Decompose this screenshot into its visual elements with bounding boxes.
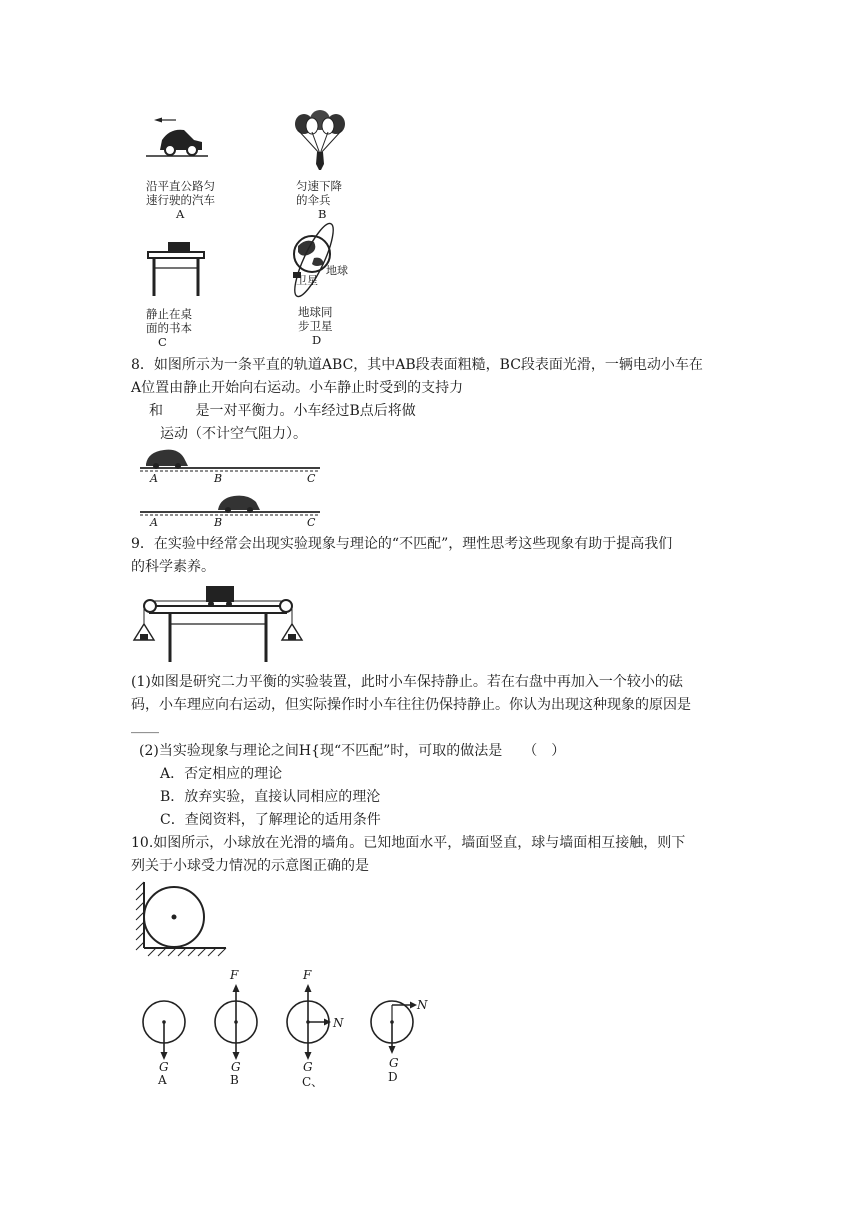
option-a-g-label: G bbox=[159, 1060, 169, 1074]
force-balance-apparatus bbox=[130, 584, 304, 664]
q8-line3: 和 是一对平衡力。小车经过B点后将做 bbox=[149, 403, 416, 419]
q9-line2: 的科学素养。 bbox=[131, 559, 215, 575]
q10-line1: 10.如图所示，小球放在光滑的墙角。已知地面水平，墙面竖直，球与墙面相互接触，则下 bbox=[131, 835, 686, 851]
caption-d-letter: D bbox=[312, 333, 322, 347]
ball-in-corner-figure bbox=[134, 880, 230, 960]
earth-label: 地球 bbox=[326, 264, 348, 277]
caption-d-line1: 地球同 bbox=[298, 305, 333, 319]
track-upper-label-a: A bbox=[150, 472, 158, 485]
option-a-letter: A bbox=[158, 1073, 167, 1087]
q10-line2: 列关于小球受力情况的示意图正确的是 bbox=[131, 858, 369, 874]
caption-b-letter: B bbox=[318, 207, 327, 221]
car-icon bbox=[140, 112, 210, 162]
q9-part1-line2: 码，小车理应向右运动，但实际操作时小车往往仍保持静止。你认为出现这种现象的原因是 bbox=[131, 697, 691, 713]
q9-part1-line1: (1)如图是研究二力平衡的实验装置，此时小车保持静止。若在右盘中再加入一个较小的砝 bbox=[131, 674, 683, 690]
option-b-g-label: G bbox=[231, 1060, 241, 1074]
caption-c-line2: 面的书本 bbox=[146, 321, 192, 335]
caption-a-line1: 沿平直公路匀 bbox=[146, 179, 215, 193]
q9-part2: (2)当实验现象与理论之间H{现“不匹配”时，可取的做法是 （ ） bbox=[139, 743, 566, 759]
q8-line1: 8．如图所示为一条平直的轨道ABC，其中AB段表面粗糙，BC段表面光滑，一辆电动小车在 bbox=[131, 357, 703, 373]
option-c-letter: C、 bbox=[302, 1075, 324, 1089]
track-lower bbox=[138, 486, 322, 528]
satellite-label: 卫星 bbox=[296, 274, 318, 287]
q9-line1: 9．在实验中经常会出现实验现象与理论的“不匹配”，理性思考这些现象有助于提高我们 bbox=[131, 536, 673, 552]
table-with-book-icon bbox=[144, 240, 208, 298]
option-c-f-label: F bbox=[303, 968, 312, 982]
track-upper-label-b: B bbox=[214, 472, 223, 485]
track-upper-label-c: C bbox=[307, 472, 316, 485]
caption-c-letter: C bbox=[158, 335, 167, 349]
option-b-f-label: F bbox=[230, 968, 239, 982]
q8-line2: A位置由静止开始向右运动。小车静止时受到的支持力 bbox=[131, 380, 464, 396]
caption-b-line2: 的伞兵 bbox=[296, 193, 331, 207]
option-d-n-label: N bbox=[417, 998, 428, 1012]
track-lower-label-a: A bbox=[150, 516, 158, 529]
caption-b-line1: 匀速下降 bbox=[296, 179, 342, 193]
caption-a-letter: A bbox=[176, 207, 185, 221]
parachute-icon bbox=[290, 110, 350, 174]
track-lower-label-c: C bbox=[307, 516, 316, 529]
q9-option-b[interactable]: B．放弃实验，直接认同相应的理沦 bbox=[160, 789, 381, 805]
q8-line4: 运动（不计空气阻力）。 bbox=[160, 426, 307, 442]
option-d-g-label: G bbox=[389, 1056, 399, 1070]
caption-a-line2: 速行驶的汽车 bbox=[146, 193, 215, 207]
track-upper bbox=[138, 444, 322, 486]
q9-option-a[interactable]: A．否定相应的理论 bbox=[160, 766, 283, 782]
q9-option-c[interactable]: C．查阅资料，了解理论的适用条件 bbox=[160, 812, 381, 828]
caption-d-line2: 步卫星 bbox=[298, 319, 333, 333]
caption-c-line1: 静止在桌 bbox=[146, 307, 192, 321]
track-lower-label-b: B bbox=[214, 516, 223, 529]
option-c-g-label: G bbox=[303, 1060, 313, 1074]
option-c-n-label: N bbox=[333, 1016, 344, 1030]
diagram-a bbox=[140, 1000, 188, 1066]
option-d-letter: D bbox=[388, 1070, 398, 1084]
diagram-b bbox=[212, 984, 260, 1066]
q9-answer-blank[interactable]: ____ bbox=[131, 718, 159, 734]
option-b-letter: B bbox=[230, 1073, 239, 1087]
